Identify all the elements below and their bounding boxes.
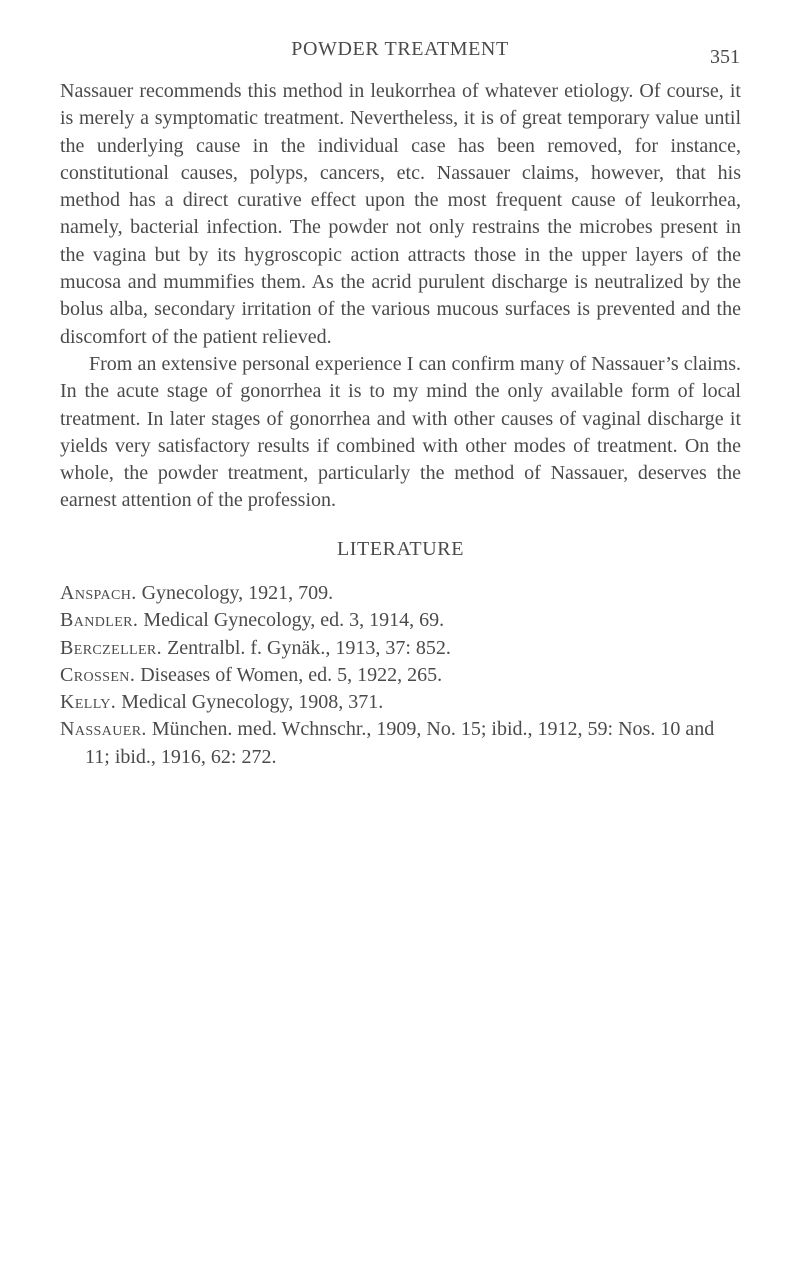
reference-entry bbox=[60, 607, 741, 634]
reference-entry bbox=[60, 689, 741, 716]
running-title: POWDER TREATMENT bbox=[291, 38, 509, 60]
paragraph: Nassauer recommends this method in leukorrhea of whatever etiology. Of course, it is merely a symptomatic treatment. Nevertheless, it is of great temporary value until the underlying cause in the individual case has been removed, for instance, constitutional causes, polyps, cancers, etc. Nassauer claims, however, that his method has a direct curative effect upon the most frequent cause of leukorrhea, namely, bacterial infection. The powder not only restrains the microbes present in the vagina but by its hygroscopic action attracts those in the upper layers of the mucosa and mummifies them. As the acrid purulent discharge is neutralized by the bolus alba, secondary irritation of the various mucous surfaces is prevented and the discomfort of the patient relieved. bbox=[60, 80, 741, 348]
reference-entry bbox=[60, 662, 741, 689]
reference-author: Kelly. bbox=[60, 691, 117, 714]
reference-author: Nassauer. bbox=[60, 718, 147, 741]
reference-text: Gynecology, 1921, 709. bbox=[136, 582, 334, 604]
references-list bbox=[60, 580, 741, 771]
reference-text: Diseases of Women, ed. 5, 1922, 265. bbox=[135, 663, 443, 686]
reference-author: Berczeller. bbox=[60, 636, 163, 659]
reference-author: Bandler. bbox=[60, 609, 139, 632]
reference-author: Anspach. bbox=[60, 582, 137, 604]
reference-text: München. med. Wchnschr., 1909, No. 15; ibid., 1912, 59: Nos. 10 and 11; ibid., 1916, 62: 272. bbox=[85, 718, 715, 768]
reference-entry bbox=[60, 580, 741, 607]
running-head bbox=[60, 38, 740, 68]
reference-text: Zentralbl. f. Gynäk., 1913, 37: 852. bbox=[162, 636, 451, 659]
reference-entry bbox=[60, 635, 741, 662]
reference-entry bbox=[60, 716, 741, 771]
body-text bbox=[60, 78, 741, 515]
paragraph: From an extensive personal experience I can confirm many of Nassauer’s claims. In the acute stage of gonorrhea it is to my mind the only available form of local treatment. In later stages of gonorrhea and with other causes of vaginal discharge it yields very satisfactory results if combined with other modes of treatment. On the whole, the powder treatment, particularly the method of Nassauer, deserves the earnest attention of the profession. bbox=[60, 352, 741, 512]
reference-text: Medical Gynecology, 1908, 371. bbox=[116, 691, 384, 714]
reference-text: Medical Gynecology, ed. 3, 1914, 69. bbox=[138, 609, 445, 632]
page-number: 351 bbox=[710, 46, 740, 68]
reference-author: Crossen. bbox=[60, 663, 136, 686]
literature-heading: LITERATURE bbox=[336, 538, 465, 560]
